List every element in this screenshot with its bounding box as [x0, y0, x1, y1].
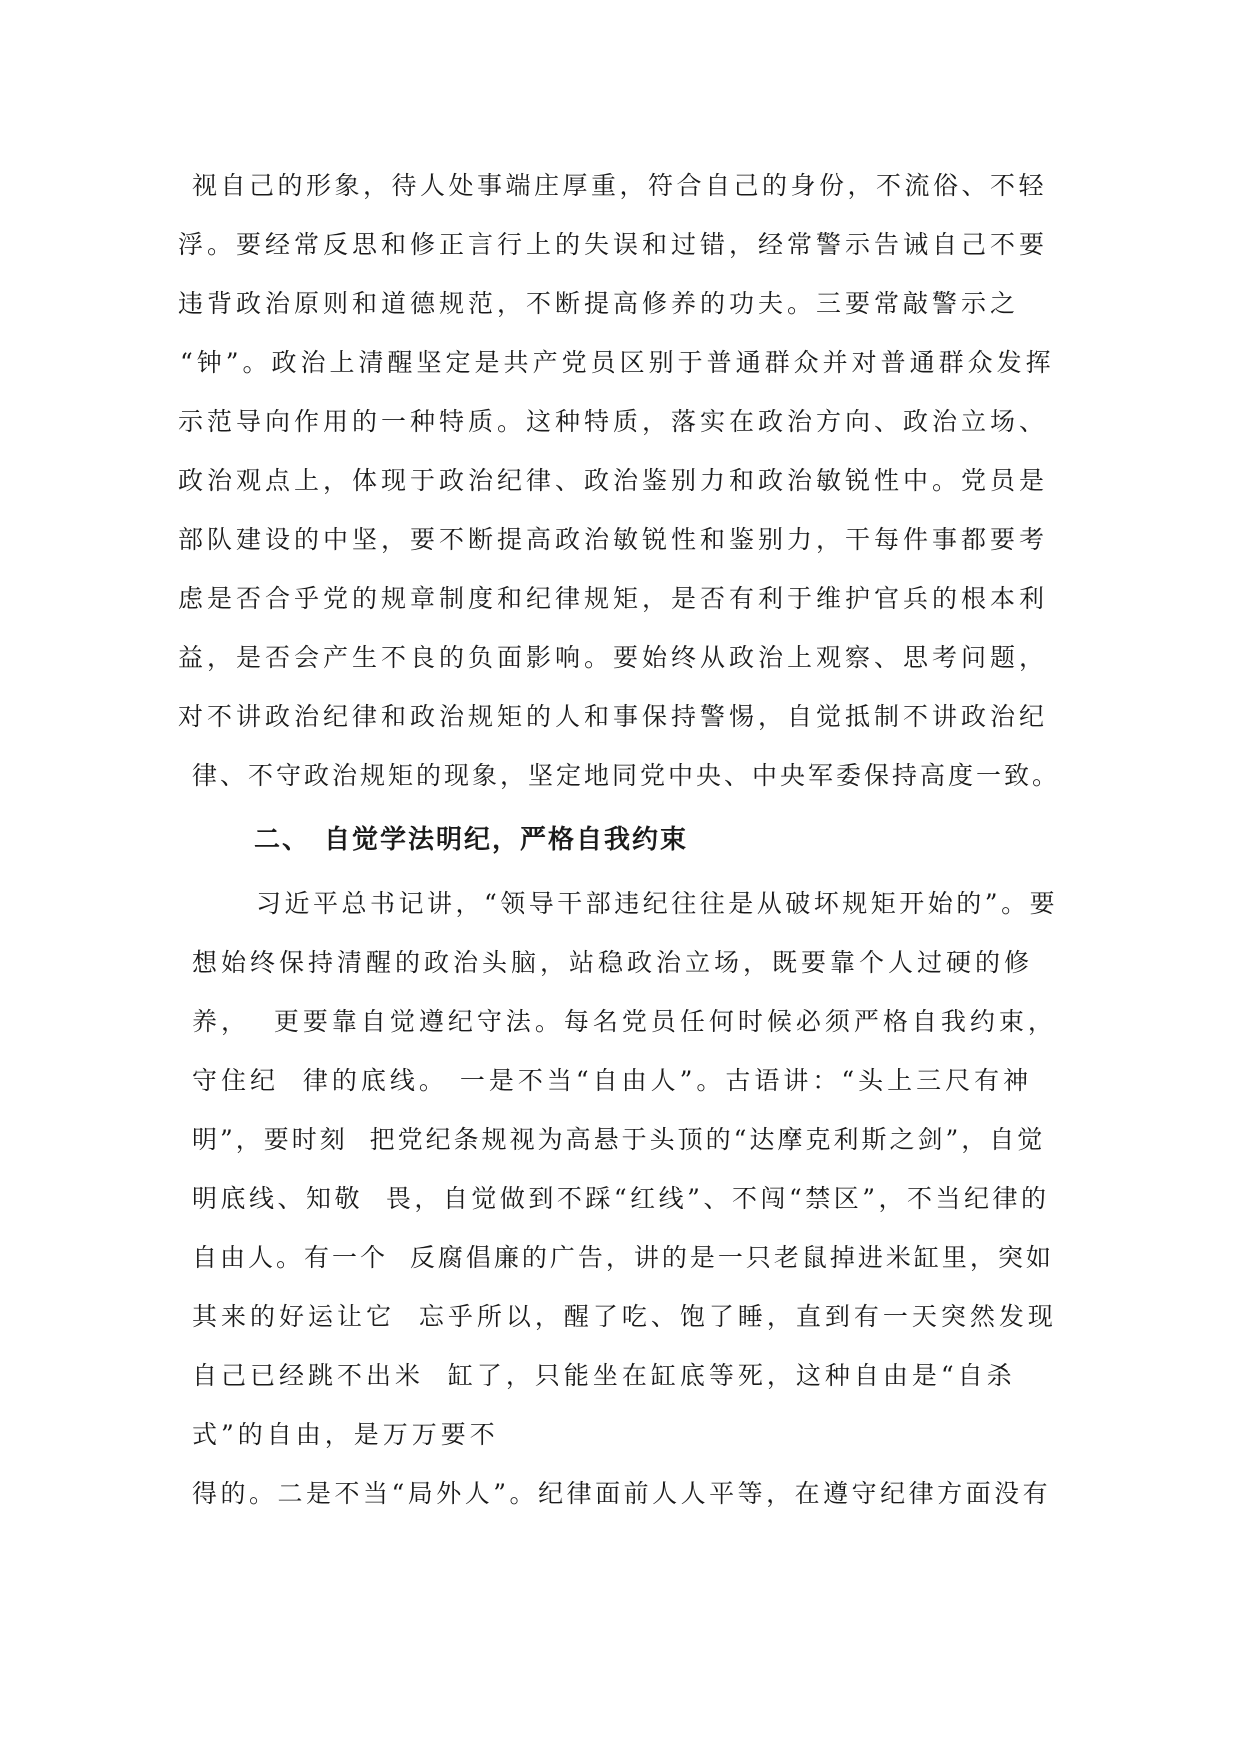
- paragraph-2-line: 明底线、知敬 畏，自觉做到不踩“红线”、不闯“禁区”，不当纪律的: [192, 1184, 1050, 1213]
- paragraph-1-line: 违背政治原则和道德规范，不断提高修养的功夫。三要常敲警示之: [178, 289, 1020, 318]
- paragraph-2-line: 想始终保持清醒的政治头脑，站稳政治立场，既要靠个人过硬的修: [192, 948, 1034, 977]
- paragraph-2-line: 其来的好运让它 忘乎所以，醒了吃、饱了睡，直到有一天突然发现: [192, 1302, 1057, 1331]
- paragraph-1-line: 益，是否会产生不良的负面影响。要始终从政治上观察、思考问题，: [178, 643, 1049, 672]
- paragraph-1-line: 律、不守政治规矩的现象，坚定地同党中央、中央军委保持高度一致。: [192, 761, 1061, 790]
- paragraph-1-line: 对不讲政治纪律和政治规矩的人和事保持警惕，自觉抵制不讲政治纪: [178, 702, 1049, 731]
- paragraph-2-line: 式”的自由，是万万要不: [192, 1420, 499, 1449]
- section-number: 二、: [254, 825, 311, 855]
- paragraph-2-line: 守住纪 律的底线。 一是不当“自由人”。古语讲：“头上三尺有神: [192, 1066, 1033, 1095]
- paragraph-2-line: 习近平总书记讲，“领导干部违纪往往是从破坏规矩开始的”。要: [256, 889, 1059, 918]
- paragraph-1-line: 虑是否合乎党的规章制度和纪律规矩，是否有利于维护官兵的根本利: [178, 584, 1049, 613]
- paragraph-1-line: 浮。要经常反思和修正言行上的失误和过错，经常警示告诫自己不要: [178, 230, 1049, 259]
- paragraph-2-line: 明”，要时刻 把党纪条规视为高悬于头顶的“达摩克利斯之剑”，自觉: [192, 1125, 1046, 1154]
- section-title: 自觉学法明纪，严格自我约束: [324, 825, 689, 855]
- paragraph-2-line: 自由人。有一个 反腐倡廉的广告，讲的是一只老鼠掉进米缸里，突如: [192, 1243, 1054, 1272]
- paragraph-1-line: 视自己的形象，待人处事端庄厚重，符合自己的身份，不流俗、不轻: [192, 171, 1048, 200]
- paragraph-1-line: 政治观点上，体现于政治纪律、政治鉴别力和政治敏锐性中。党员是: [178, 466, 1049, 495]
- paragraph-2-line: 自己已经跳不出米 缸了，只能坐在缸底等死，这种自由是“自杀: [192, 1361, 1016, 1390]
- paragraph-1-line: 部队建设的中坚，要不断提高政治敏锐性和鉴别力，干每件事都要考: [178, 525, 1049, 554]
- paragraph-2-line: 得的。二是不当“局外人”。纪律面前人人平等，在遵守纪律方面没有: [192, 1479, 1052, 1508]
- paragraph-1-line: “钟”。政治上清醒坚定是共产党员区别于普通群众并对普通群众发挥: [180, 348, 1055, 377]
- paragraph-1-line: 示范导向作用的一种特质。这种特质，落实在政治方向、政治立场、: [178, 407, 1049, 436]
- paragraph-2-line: 养， 更要靠自觉遵纪守法。每名党员任何时候必须严格自我约束，: [192, 1007, 1057, 1036]
